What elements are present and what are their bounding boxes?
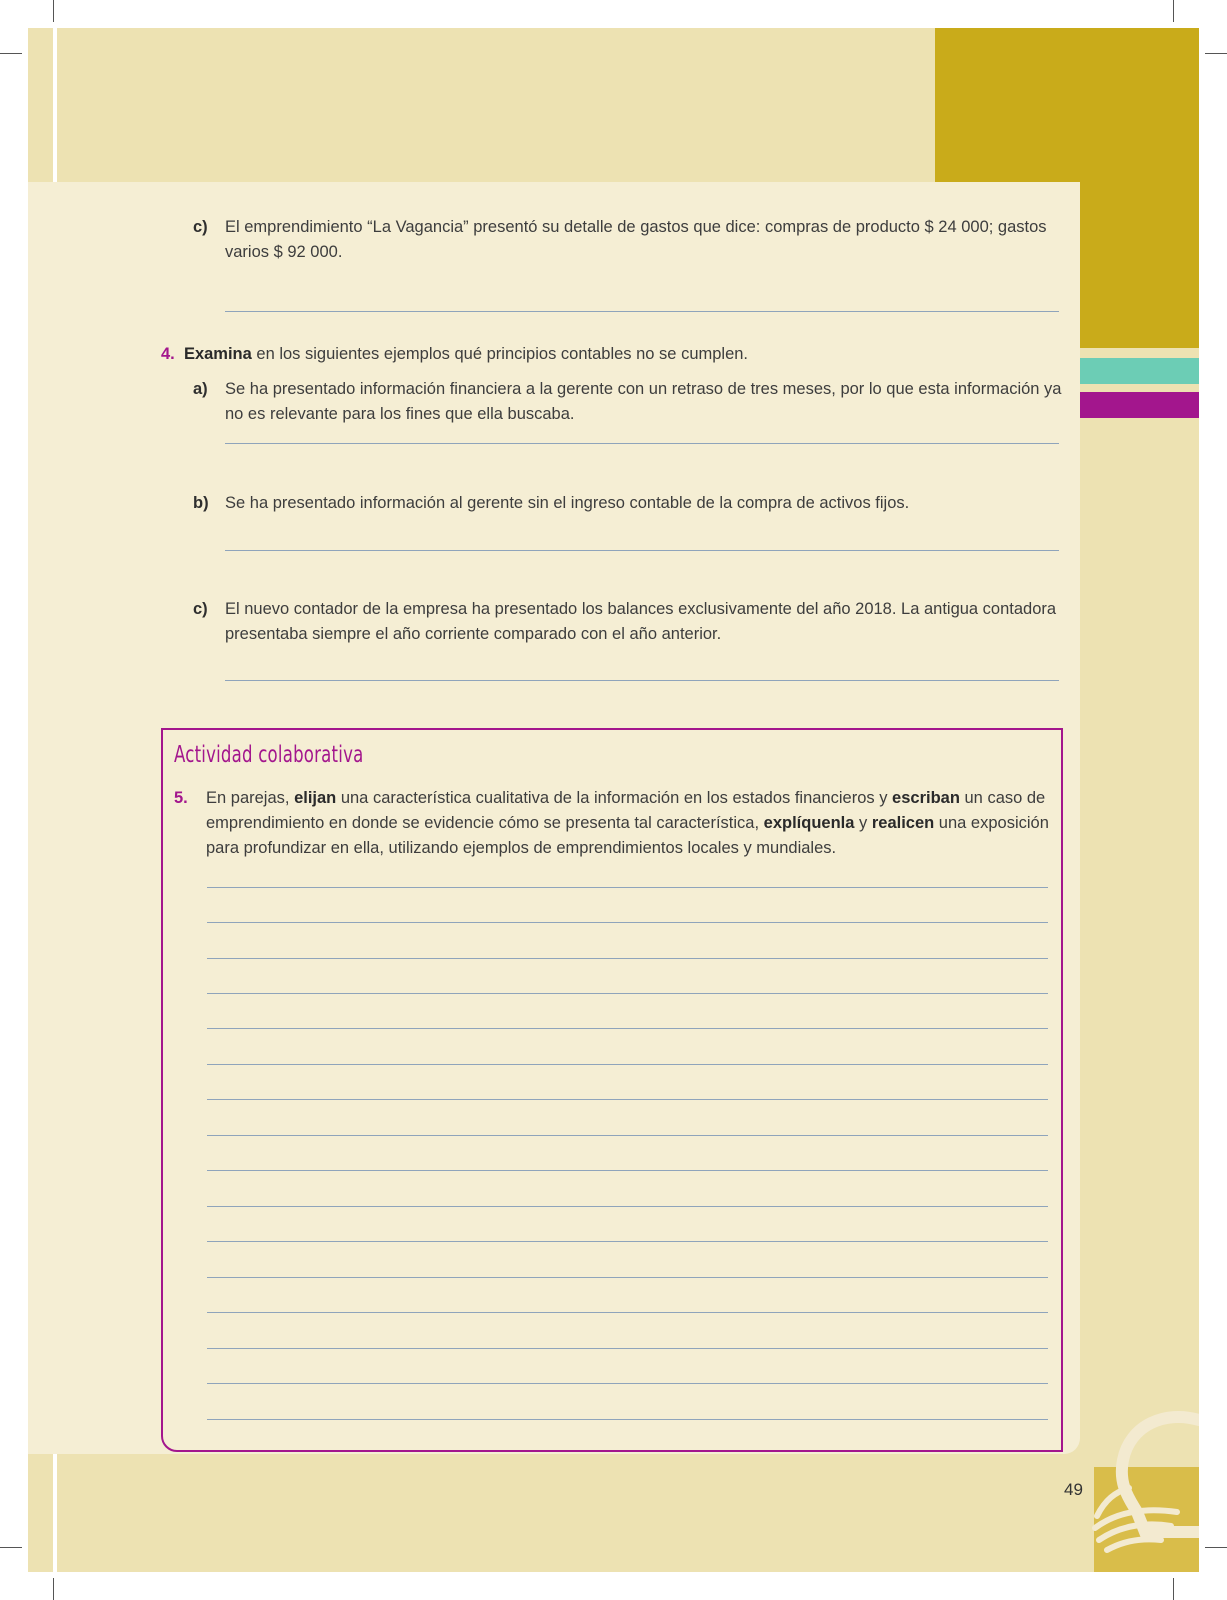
writing-line[interactable] [207, 1419, 1048, 1420]
answer-line-4c[interactable] [225, 680, 1059, 681]
question-4c-label: c) [193, 600, 208, 618]
question-3c-label: c) [193, 218, 208, 236]
activity-text: un caso de emprendimiento en donde se evidencie cómo se presenta tal característica, [206, 789, 1046, 832]
activity-keyword: realicen [871, 814, 935, 832]
crop-mark [1173, 1578, 1174, 1600]
question-4b-text: Se ha presentado información al gerente sin el ingreso contable de la compra de activos fijos. [225, 494, 910, 512]
teal-tab [1080, 358, 1199, 384]
answer-line-4a[interactable] [225, 443, 1059, 444]
crop-mark [0, 1547, 22, 1548]
activity-number: 5. [174, 789, 188, 807]
activity-instructions [206, 786, 1052, 861]
answer-line-4b[interactable] [225, 550, 1059, 551]
question-4-heading [161, 342, 1061, 367]
question-4a-label: a) [193, 380, 208, 398]
activity-keyword: elijan [294, 789, 337, 807]
writing-line[interactable] [207, 1241, 1048, 1242]
margin-stripe-top [53, 28, 57, 182]
writing-line[interactable] [207, 1383, 1048, 1384]
question-4c-text: El nuevo contador de la empresa ha presentado los balances exclusivamente del año 2018. La antigua contadora presentaba siempre el año corriente comparado con el año anterior. [225, 600, 1057, 643]
writing-line[interactable] [207, 1312, 1048, 1313]
crop-mark [1205, 53, 1227, 54]
crop-mark [1173, 0, 1174, 22]
activity-keyword: escriban [892, 789, 960, 807]
writing-line[interactable] [207, 1277, 1048, 1278]
writing-line[interactable] [207, 993, 1048, 994]
crop-mark [53, 1578, 54, 1600]
writing-line[interactable] [207, 922, 1048, 923]
question-4-keyword: Examina [183, 345, 252, 363]
writing-line[interactable] [207, 887, 1048, 888]
writing-line[interactable] [207, 1348, 1048, 1349]
writing-line[interactable] [207, 958, 1048, 959]
question-4-number: 4. [161, 345, 175, 363]
page-number: 49 [1064, 1480, 1083, 1499]
writing-line[interactable] [207, 1135, 1048, 1136]
question-3c-text: El emprendimiento “La Vagancia” presentó su detalle de gastos que dice: compras de producto $ 24 000; gastos varios $ 92 000. [225, 218, 1047, 261]
crop-mark [1205, 1547, 1227, 1548]
crop-mark [0, 53, 22, 54]
margin-stripe-bottom [53, 1454, 57, 1572]
activity-keyword: explíquenla [763, 814, 855, 832]
writing-line[interactable] [207, 1064, 1048, 1065]
writing-line[interactable] [207, 1206, 1048, 1207]
writing-line[interactable] [207, 1099, 1048, 1100]
magenta-tab [1080, 392, 1199, 418]
activity-text: una exposición para profundizar en ella, utilizando ejemplos de emprendimientos locales y mundiales. [206, 814, 1049, 857]
writing-line[interactable] [207, 1170, 1048, 1171]
crop-mark [53, 0, 54, 22]
activity-text: En parejas, [206, 789, 295, 807]
question-4a-text: Se ha presentado información financiera a la gerente con un retraso de tres meses, por lo que esta información ya no es relevante para los fines que ella buscaba. [225, 380, 1062, 423]
question-4-text: en los siguientes ejemplos qué principios contables no se cumplen. [251, 345, 749, 363]
answer-line-3c[interactable] [225, 311, 1059, 312]
lightbulb-icon [1085, 1400, 1199, 1572]
activity-text: una característica cualitativa de la información en los estados financieros y [336, 789, 893, 807]
activity-title: Actividad colaborativa [174, 742, 364, 768]
question-4b-label: b) [193, 494, 209, 512]
activity-text: y [854, 814, 872, 832]
writing-line[interactable] [207, 1028, 1048, 1029]
